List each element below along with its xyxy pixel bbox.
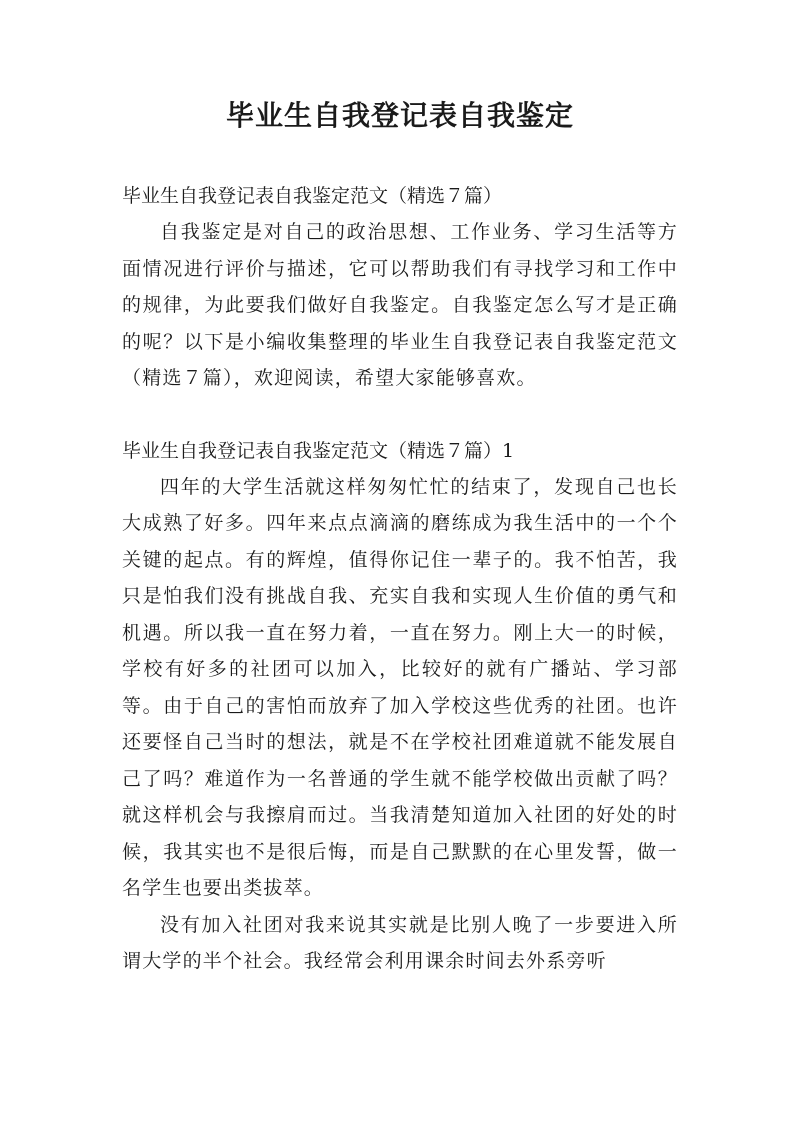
section-1-paragraph-1: 四年的大学生活就这样匆匆忙忙的结束了，发现自己也长大成熟了好多。四年来点点滴滴的磨练成为我生活中的一个个关键的起点。有的辉煌，值得你记住一辈子的。我不怕苦，我只是怕我们没有挑战自我、充实自我和实现人生价值的勇气和机遇。所以我一直在努力着，一直在努力。刚上大一的时候，学校有好多的社团可以加入，比较好的就有广播站、学习部等。由于自己的害怕而放弃了加入学校这些优秀的社团。也许还要怪自己当时的想法，就是不在学校社团难道就不能发展自己了吗？难道作为一名普通的学生就不能学校做出贡献了吗？就这样机会与我擦肩而过。当我清楚知道加入社团的好处的时候，我其实也不是很后悔，而是自己默默的在心里发誓，做一名学生也要出类拔萃。 bbox=[122, 475, 678, 899]
section-1-heading: 毕业生自我登记表自我鉴定范文（精选７篇）1 bbox=[122, 439, 515, 462]
paragraph-spacer bbox=[122, 397, 678, 433]
section-1-paragraph-2: 没有加入社团对我来说其实就是比别人晚了一步要进入所谓大学的半个社会。我经常会利用课余时间去外系旁听 bbox=[122, 913, 678, 972]
intro-paragraph: 自我鉴定是对自己的政治思想、工作业务、学习生活等方面情况进行评价与描述，它可以帮助我们有寻找学习和工作中的规律，为此要我们做好自我鉴定。自我鉴定怎么写才是正确的呢？以下是小编收集整理的毕业生自我登记表自我鉴定范文（精选７篇），欢迎阅读，希望大家能够喜欢。 bbox=[122, 221, 678, 389]
document-title: 毕业生自我登记表自我鉴定 bbox=[225, 99, 574, 132]
intro-heading: 毕业生自我登记表自我鉴定范文（精选７篇） bbox=[122, 185, 503, 207]
